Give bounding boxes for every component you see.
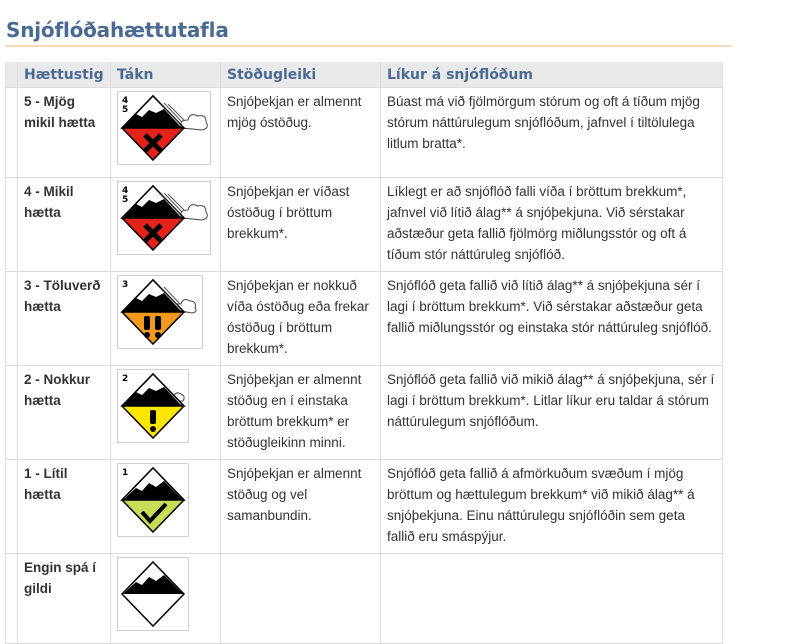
table-row xyxy=(6,178,723,272)
likelihood-text: Snjóflóð geta fallið við mikið álag** á snjóþekjuna, sér í lagi í bröttum brekkum*. Litlar líkur eru taldar á stórum náttúrulegum snjóflóðum. xyxy=(381,366,723,460)
svg-text:4: 4 xyxy=(122,96,129,106)
likelihood-text: Búast má við fjölmörgum stórum og oft á tíðum mjög stórum náttúrulegum snjóflóðum, jafnvel í tiltölulega litlum bratta*. xyxy=(381,88,723,178)
danger-level: 5 - Mjög mikil hætta xyxy=(18,88,111,178)
symbol-cell xyxy=(111,178,221,272)
svg-text:5: 5 xyxy=(122,195,129,205)
likelihood-text: Snjóflóð geta fallið við lítið álag** á snjóþekjuna sér í lagi í bröttum brekkum*. Við sérstakar aðstæður geta fallið miðlungsstór og einstaka stór náttúruleg snjóflóð. xyxy=(381,272,723,366)
symbol-cell xyxy=(111,554,221,644)
header-blank xyxy=(6,62,18,88)
symbol-cell xyxy=(111,88,221,178)
title-divider xyxy=(5,45,732,47)
danger-level: 4 - Mikil hætta xyxy=(18,178,111,272)
danger-level: Engin spá í gildi xyxy=(18,554,111,644)
likelihood-text xyxy=(381,554,723,644)
danger-level-5-icon xyxy=(117,91,211,165)
avalanche-danger-table xyxy=(5,62,723,644)
header-symbol: Tákn xyxy=(111,62,221,88)
header-danger-level: Hættustig xyxy=(18,62,111,88)
danger-level-1-icon xyxy=(117,463,189,537)
danger-level-4-icon xyxy=(117,181,211,255)
page-title: Snjóflóðahættutafla xyxy=(6,18,229,42)
likelihood-text: Snjóflóð geta fallið á afmörkuðum svæðum í mjög bröttum og hættulegum brekkum* við mikið álag** á snjóþekjuna. Einu náttúrulegu snjóflóðin sem geta fallið eru smáspýjur. xyxy=(381,460,723,554)
danger-level: 1 - Lítil hætta xyxy=(18,460,111,554)
stability-text: Snjóþekjan er víðast óstöðug í bröttum brekkum*. xyxy=(221,178,381,272)
danger-level: 2 - Nokkur hætta xyxy=(18,366,111,460)
stability-text: Snjóþekjan er nokkuð víða óstöðug eða frekar óstöðug í bröttum brekkum*. xyxy=(221,272,381,366)
stability-text xyxy=(221,554,381,644)
svg-text:1: 1 xyxy=(122,468,129,478)
table-row xyxy=(6,88,723,178)
danger-level-2-icon xyxy=(117,369,189,443)
stability-text: Snjóþekjan er almennt stöðug og vel samanbundin. xyxy=(221,460,381,554)
table-row xyxy=(6,366,723,460)
stability-text: Snjóþekjan er almennt stöðug en í einstaka bröttum brekkum* er stöðugleikinn minni. xyxy=(221,366,381,460)
svg-text:5: 5 xyxy=(122,105,129,115)
symbol-cell xyxy=(111,366,221,460)
danger-level: 3 - Töluverð hætta xyxy=(18,272,111,366)
table-row xyxy=(6,460,723,554)
stability-text: Snjóþekjan er almennt mjög óstöðug. xyxy=(221,88,381,178)
table-row xyxy=(6,554,723,644)
danger-level-3-icon xyxy=(117,275,203,349)
likelihood-text: Líklegt er að snjóflóð falli víða í bröttum brekkum*, jafnvel við lítið álag** á snjóþekjuna. Við sérstakar aðstæður geta fallið fjölmörg miðlungsstór og oft á tíðum stór náttúruleg snjóflóð. xyxy=(381,178,723,272)
svg-text:4: 4 xyxy=(122,186,129,196)
symbol-cell xyxy=(111,272,221,366)
svg-text:2: 2 xyxy=(122,374,129,384)
table-row xyxy=(6,272,723,366)
symbol-cell xyxy=(111,460,221,554)
header-likelihood: Líkur á snjóflóðum xyxy=(381,62,723,88)
no-forecast-icon xyxy=(117,557,189,631)
header-stability: Stöðugleiki xyxy=(221,62,381,88)
table-header-row xyxy=(6,62,723,88)
svg-text:3: 3 xyxy=(122,280,129,290)
